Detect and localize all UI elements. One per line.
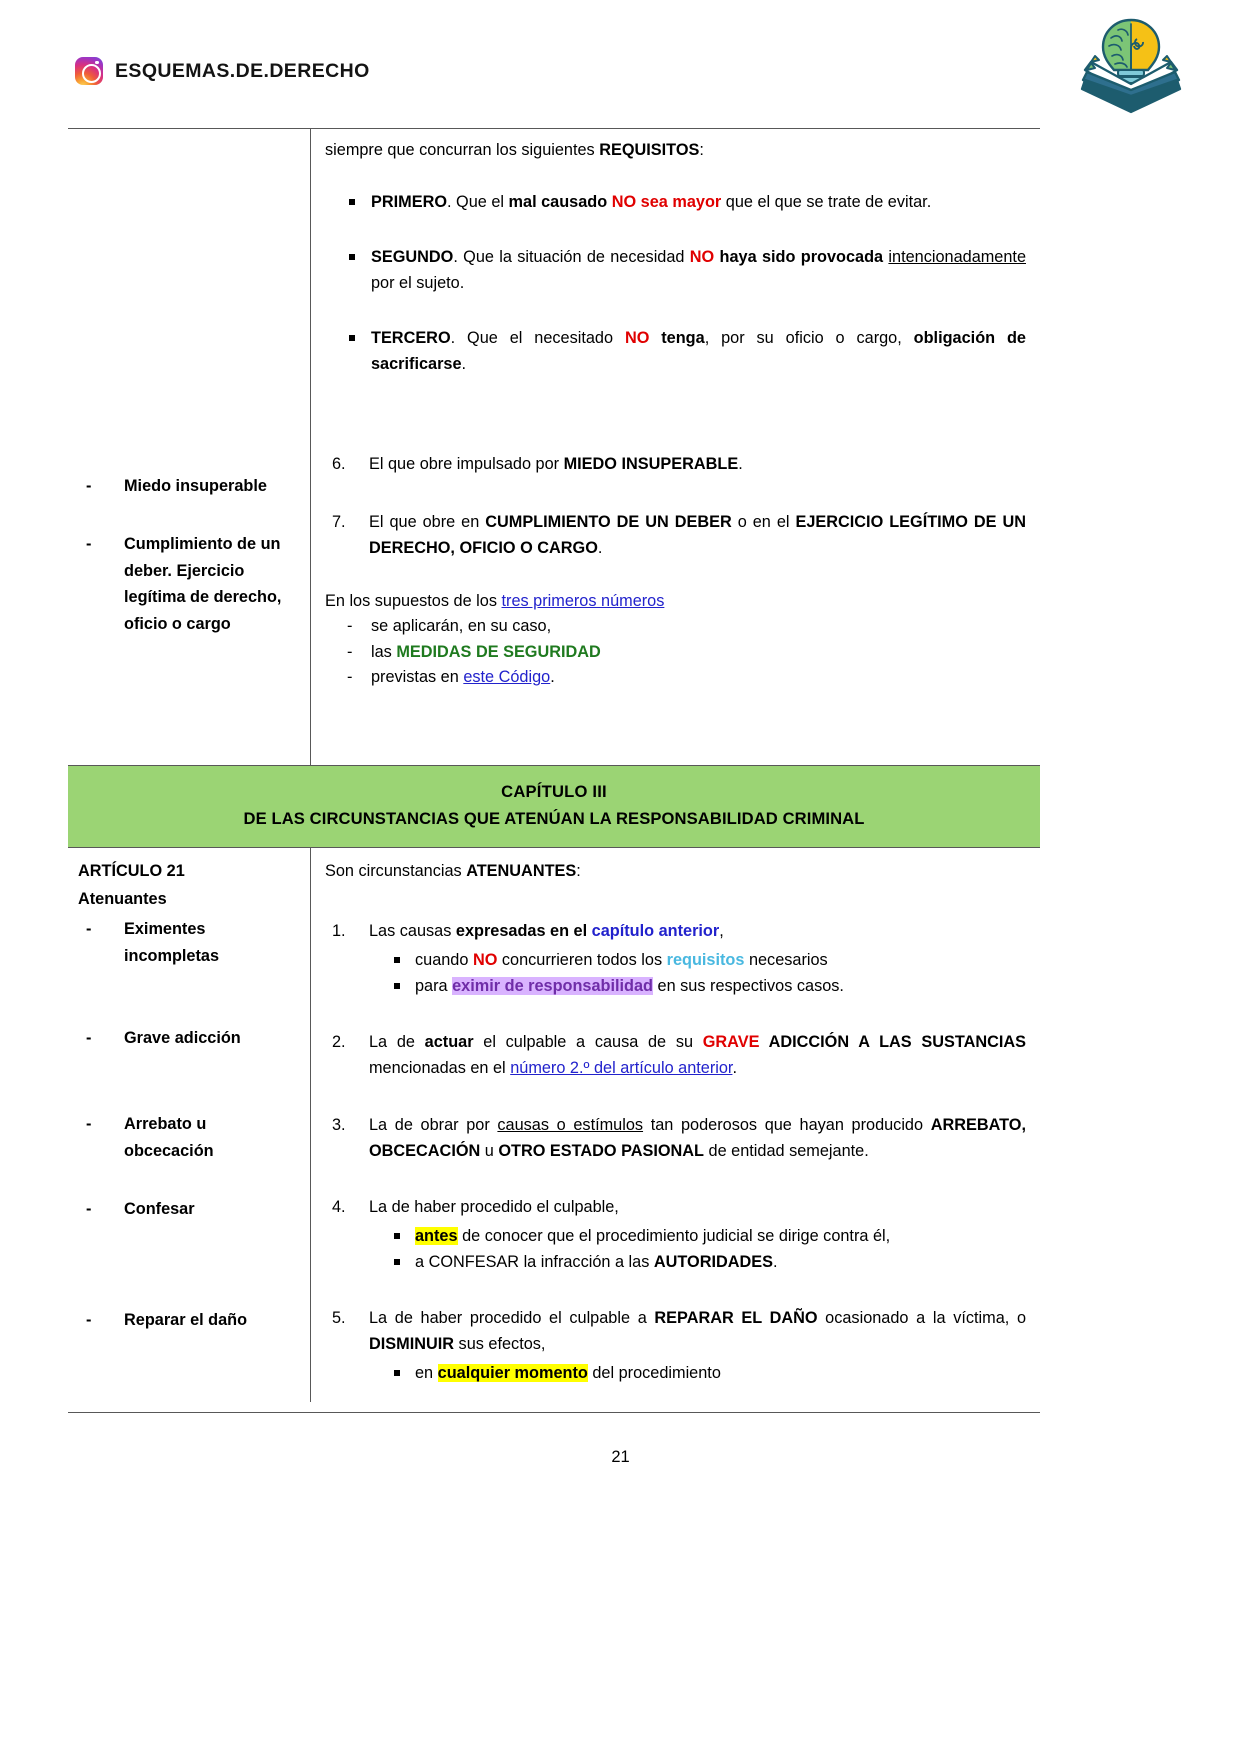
- requisito-bold: haya sido provocada: [714, 247, 889, 266]
- left-keyword-label: Cumplimiento de un deber. Ejercicio legítima de derecho, oficio o cargo: [124, 535, 282, 633]
- requisito-negation: NO sea mayor: [611, 193, 722, 212]
- item-bold-2: OTRO ESTADO PASIONAL: [498, 1142, 705, 1161]
- requisitos-emphasis: requisitos: [666, 950, 745, 969]
- requisito-text: . Que el necesitado: [450, 328, 625, 347]
- dash-text: previstas en: [371, 668, 464, 687]
- eximir-responsabilidad-highlight: eximir de responsabilidad: [452, 976, 653, 995]
- list-item-segundo: [325, 244, 1026, 297]
- list-item: [369, 1249, 1026, 1275]
- list-item: [78, 1307, 298, 1333]
- item-text-4: .: [732, 1059, 737, 1078]
- item1-sublist: [369, 947, 1026, 999]
- intro-post: :: [576, 862, 581, 880]
- requisito-text: . Que el: [447, 193, 509, 212]
- brand-label: ESQUEMAS.DE.DERECHO: [115, 59, 370, 82]
- spacer: [325, 163, 1026, 189]
- dash-text: las: [371, 642, 397, 661]
- item-bold: MIEDO INSUPERABLE: [563, 455, 739, 474]
- intro-pre: Son circunstancias: [325, 862, 467, 880]
- intro-bold: REQUISITOS: [599, 141, 700, 159]
- item-text-2: ocasionado a la víctima, o: [817, 1308, 1026, 1327]
- requisitos-list: [325, 189, 1026, 377]
- item5-sublist: [369, 1360, 1026, 1386]
- intro-bold: ATENUANTES: [466, 862, 577, 880]
- chapter-header-band: [68, 765, 1040, 848]
- requisitos-intro: [325, 137, 1026, 163]
- left-keyword-label: Arrebato u obcecación: [124, 1115, 214, 1160]
- list-item-2: [325, 1029, 1026, 1082]
- sub-text-2: en sus respectivos casos.: [653, 976, 844, 995]
- requisito-text-2: que el que se trate de evitar.: [721, 193, 932, 212]
- requisito-bold: mal causado: [508, 193, 612, 212]
- article21-left-column: [68, 848, 311, 1402]
- autoridades-bold: AUTORIDADES: [653, 1252, 773, 1271]
- item-bold-2: DISMINUIR: [369, 1335, 455, 1354]
- item-number: 6.: [332, 455, 346, 474]
- page-number: 21: [611, 1448, 630, 1466]
- closing-lead-pre: En los supuestos de los: [325, 591, 502, 610]
- item-text-2: o en el: [731, 512, 796, 531]
- requisito-text-2: por el sujeto.: [371, 274, 465, 293]
- list-item: [78, 1111, 298, 1164]
- causas-estimulos-underline: causas o estímulos: [497, 1115, 644, 1134]
- sub-text: cuando: [415, 950, 473, 969]
- medidas-de-seguridad-emphasis: MEDIDAS DE SEGURIDAD: [396, 642, 601, 661]
- list-item-4: [325, 1194, 1026, 1275]
- negation-emphasis: NO: [472, 950, 498, 969]
- requisito-bold: tenga: [649, 328, 705, 347]
- article20-right-column: [311, 129, 1040, 765]
- article20-left-column: [68, 129, 311, 765]
- sub-text-2: concurrieren todos los: [497, 950, 667, 969]
- left-keyword-label: Eximentes incompletas: [124, 920, 220, 965]
- requisito-negation: NO: [689, 247, 715, 266]
- item-text: La de obrar por: [369, 1115, 498, 1134]
- list-item-7: [325, 509, 1026, 562]
- item-text-3: u: [480, 1142, 499, 1161]
- item-text-2: ,: [719, 922, 724, 941]
- intro-pre: siempre que concurran los siguientes: [325, 141, 600, 159]
- dash-text: se aplicarán, en su caso,: [371, 616, 552, 635]
- left-keyword-label: Confesar: [124, 1200, 195, 1219]
- requisito-text-2: , por su oficio o cargo,: [704, 328, 914, 347]
- item-text-3: mencionadas en el: [369, 1059, 511, 1078]
- antes-highlight: antes: [415, 1226, 458, 1245]
- list-item-3: [325, 1112, 1026, 1165]
- article21-left-keyword-list: [78, 916, 298, 1334]
- requisito-label: TERCERO: [371, 328, 451, 347]
- intro-post: :: [699, 141, 704, 159]
- article21-number: ARTÍCULO 21: [78, 862, 185, 880]
- document-table: [68, 128, 1040, 1402]
- spacer: [78, 137, 298, 163]
- link-este-codigo[interactable]: este Código: [463, 668, 551, 687]
- item-text-4: de entidad semejante.: [704, 1142, 869, 1161]
- spacer: [325, 562, 1026, 588]
- requisito-underline: intencionadamente: [888, 247, 1026, 266]
- chapter-number: CAPÍTULO III: [501, 782, 607, 801]
- article21-right-column: [311, 848, 1040, 1402]
- item-number: 7.: [332, 512, 346, 531]
- closing-dash-list: [325, 614, 1026, 691]
- list-item: [78, 473, 298, 499]
- list-item: [78, 1196, 298, 1222]
- item-number: 4.: [332, 1198, 346, 1217]
- item-text: La de haber procedido el culpable,: [369, 1198, 619, 1217]
- item-text: El que obre en: [369, 512, 486, 531]
- sub-text: en: [415, 1363, 438, 1382]
- link-tres-primeros-numeros[interactable]: tres primeros números: [501, 591, 665, 610]
- list-item-5: [325, 1305, 1026, 1386]
- list-item: [78, 531, 298, 637]
- list-item: [78, 916, 298, 969]
- item-bold: actuar: [424, 1032, 474, 1051]
- item-number: 3.: [332, 1115, 346, 1134]
- left-keyword-label: Reparar el daño: [124, 1311, 248, 1330]
- table-row-article21: [68, 848, 1040, 1402]
- item-bold: CUMPLIMIENTO DE UN DEBER: [485, 512, 732, 531]
- item-bold: expresadas en el: [455, 922, 592, 941]
- list-item: [78, 1025, 298, 1051]
- item-bold: REPARAR EL DAÑO: [654, 1308, 818, 1327]
- closing-lead: [325, 588, 1026, 614]
- item-text-3: .: [597, 539, 603, 558]
- chapter-title: DE LAS CIRCUNSTANCIAS QUE ATENÚAN LA RESPONSABILIDAD CRIMINAL: [243, 809, 865, 828]
- item-text-3: sus efectos,: [454, 1335, 546, 1354]
- article20-numbered-list: [325, 451, 1026, 561]
- article20-left-keyword-list: [78, 473, 298, 637]
- list-item-tercero: [325, 325, 1026, 378]
- page-header: [0, 0, 1241, 128]
- spacer: [325, 884, 1026, 918]
- item-text-2: tan poderosos que hayan producido: [643, 1115, 931, 1134]
- requisito-label: SEGUNDO: [371, 247, 454, 266]
- requisito-text: . Que la situación de necesidad: [453, 247, 690, 266]
- list-item-primero: [325, 189, 1026, 215]
- spacer: [325, 393, 1026, 451]
- list-item: [369, 947, 1026, 973]
- item-text: Las causas: [369, 922, 456, 941]
- requisito-label: PRIMERO: [371, 193, 447, 212]
- item-number: 1.: [332, 922, 346, 941]
- item-text-2: .: [738, 455, 743, 474]
- requisito-text-3: .: [461, 354, 467, 373]
- list-item-1: [325, 918, 1026, 999]
- left-keyword-label: Miedo insuperable: [124, 477, 267, 495]
- item-bold-2: ADICCIÓN A LAS SUSTANCIAS: [759, 1032, 1026, 1051]
- item-text: La de haber procedido el culpable a: [369, 1308, 655, 1327]
- dash-text-2: .: [550, 668, 555, 687]
- list-item: [325, 640, 1026, 666]
- sub-text-2: del procedimiento: [587, 1363, 721, 1382]
- cualquier-momento-highlight: cualquier momento: [437, 1363, 588, 1382]
- item-bold-2: EJERCICIO LEGÍTIMO DE UN DERECHO, OFICIO O CARGO: [369, 512, 1026, 558]
- item-text: El que obre impulsado por: [369, 455, 564, 474]
- list-item: [325, 614, 1026, 640]
- brand-instagram-handle: [75, 57, 370, 85]
- sub-text: de conocer que el procedimiento judicial se dirige contra él,: [457, 1226, 891, 1245]
- list-item: [325, 665, 1026, 691]
- item-number: 2.: [332, 1032, 346, 1051]
- capitulo-anterior-emphasis: capítulo anterior: [591, 922, 720, 941]
- article21-subtitle: Atenuantes: [78, 890, 167, 909]
- item-text: La de: [369, 1032, 425, 1051]
- grave-emphasis: GRAVE: [702, 1032, 760, 1051]
- table-row-article20-continued: [68, 129, 1040, 765]
- requisito-bold-2: obligación de sacrificarse: [371, 328, 1026, 373]
- requisito-negation: NO: [624, 328, 650, 347]
- sub-text: para: [415, 976, 453, 995]
- item4-sublist: [369, 1223, 1026, 1275]
- item-bold: ARREBATO, OBCECACIÓN: [369, 1115, 1026, 1161]
- instagram-icon: [75, 57, 103, 85]
- atenuantes-intro: [325, 858, 1026, 884]
- item-number: 5.: [332, 1308, 346, 1327]
- lightbulb-brain-book-logo: [1073, 12, 1189, 116]
- item-text-2: el culpable a causa de su: [473, 1032, 703, 1051]
- sub-text-2: .: [773, 1252, 778, 1271]
- atenuantes-list: [325, 918, 1026, 1385]
- sub-text-3: necesarios: [744, 950, 828, 969]
- list-item: [369, 1223, 1026, 1249]
- link-numero-2-articulo-anterior[interactable]: número 2.º del artículo anterior: [510, 1059, 733, 1078]
- sub-text: a CONFESAR la infracción a las: [415, 1252, 654, 1271]
- list-item-6: [325, 451, 1026, 477]
- list-item: [369, 1360, 1026, 1386]
- list-item: [369, 973, 1026, 999]
- left-keyword-label: Grave adicción: [124, 1028, 241, 1047]
- page-bottom-rule: [68, 1412, 1040, 1413]
